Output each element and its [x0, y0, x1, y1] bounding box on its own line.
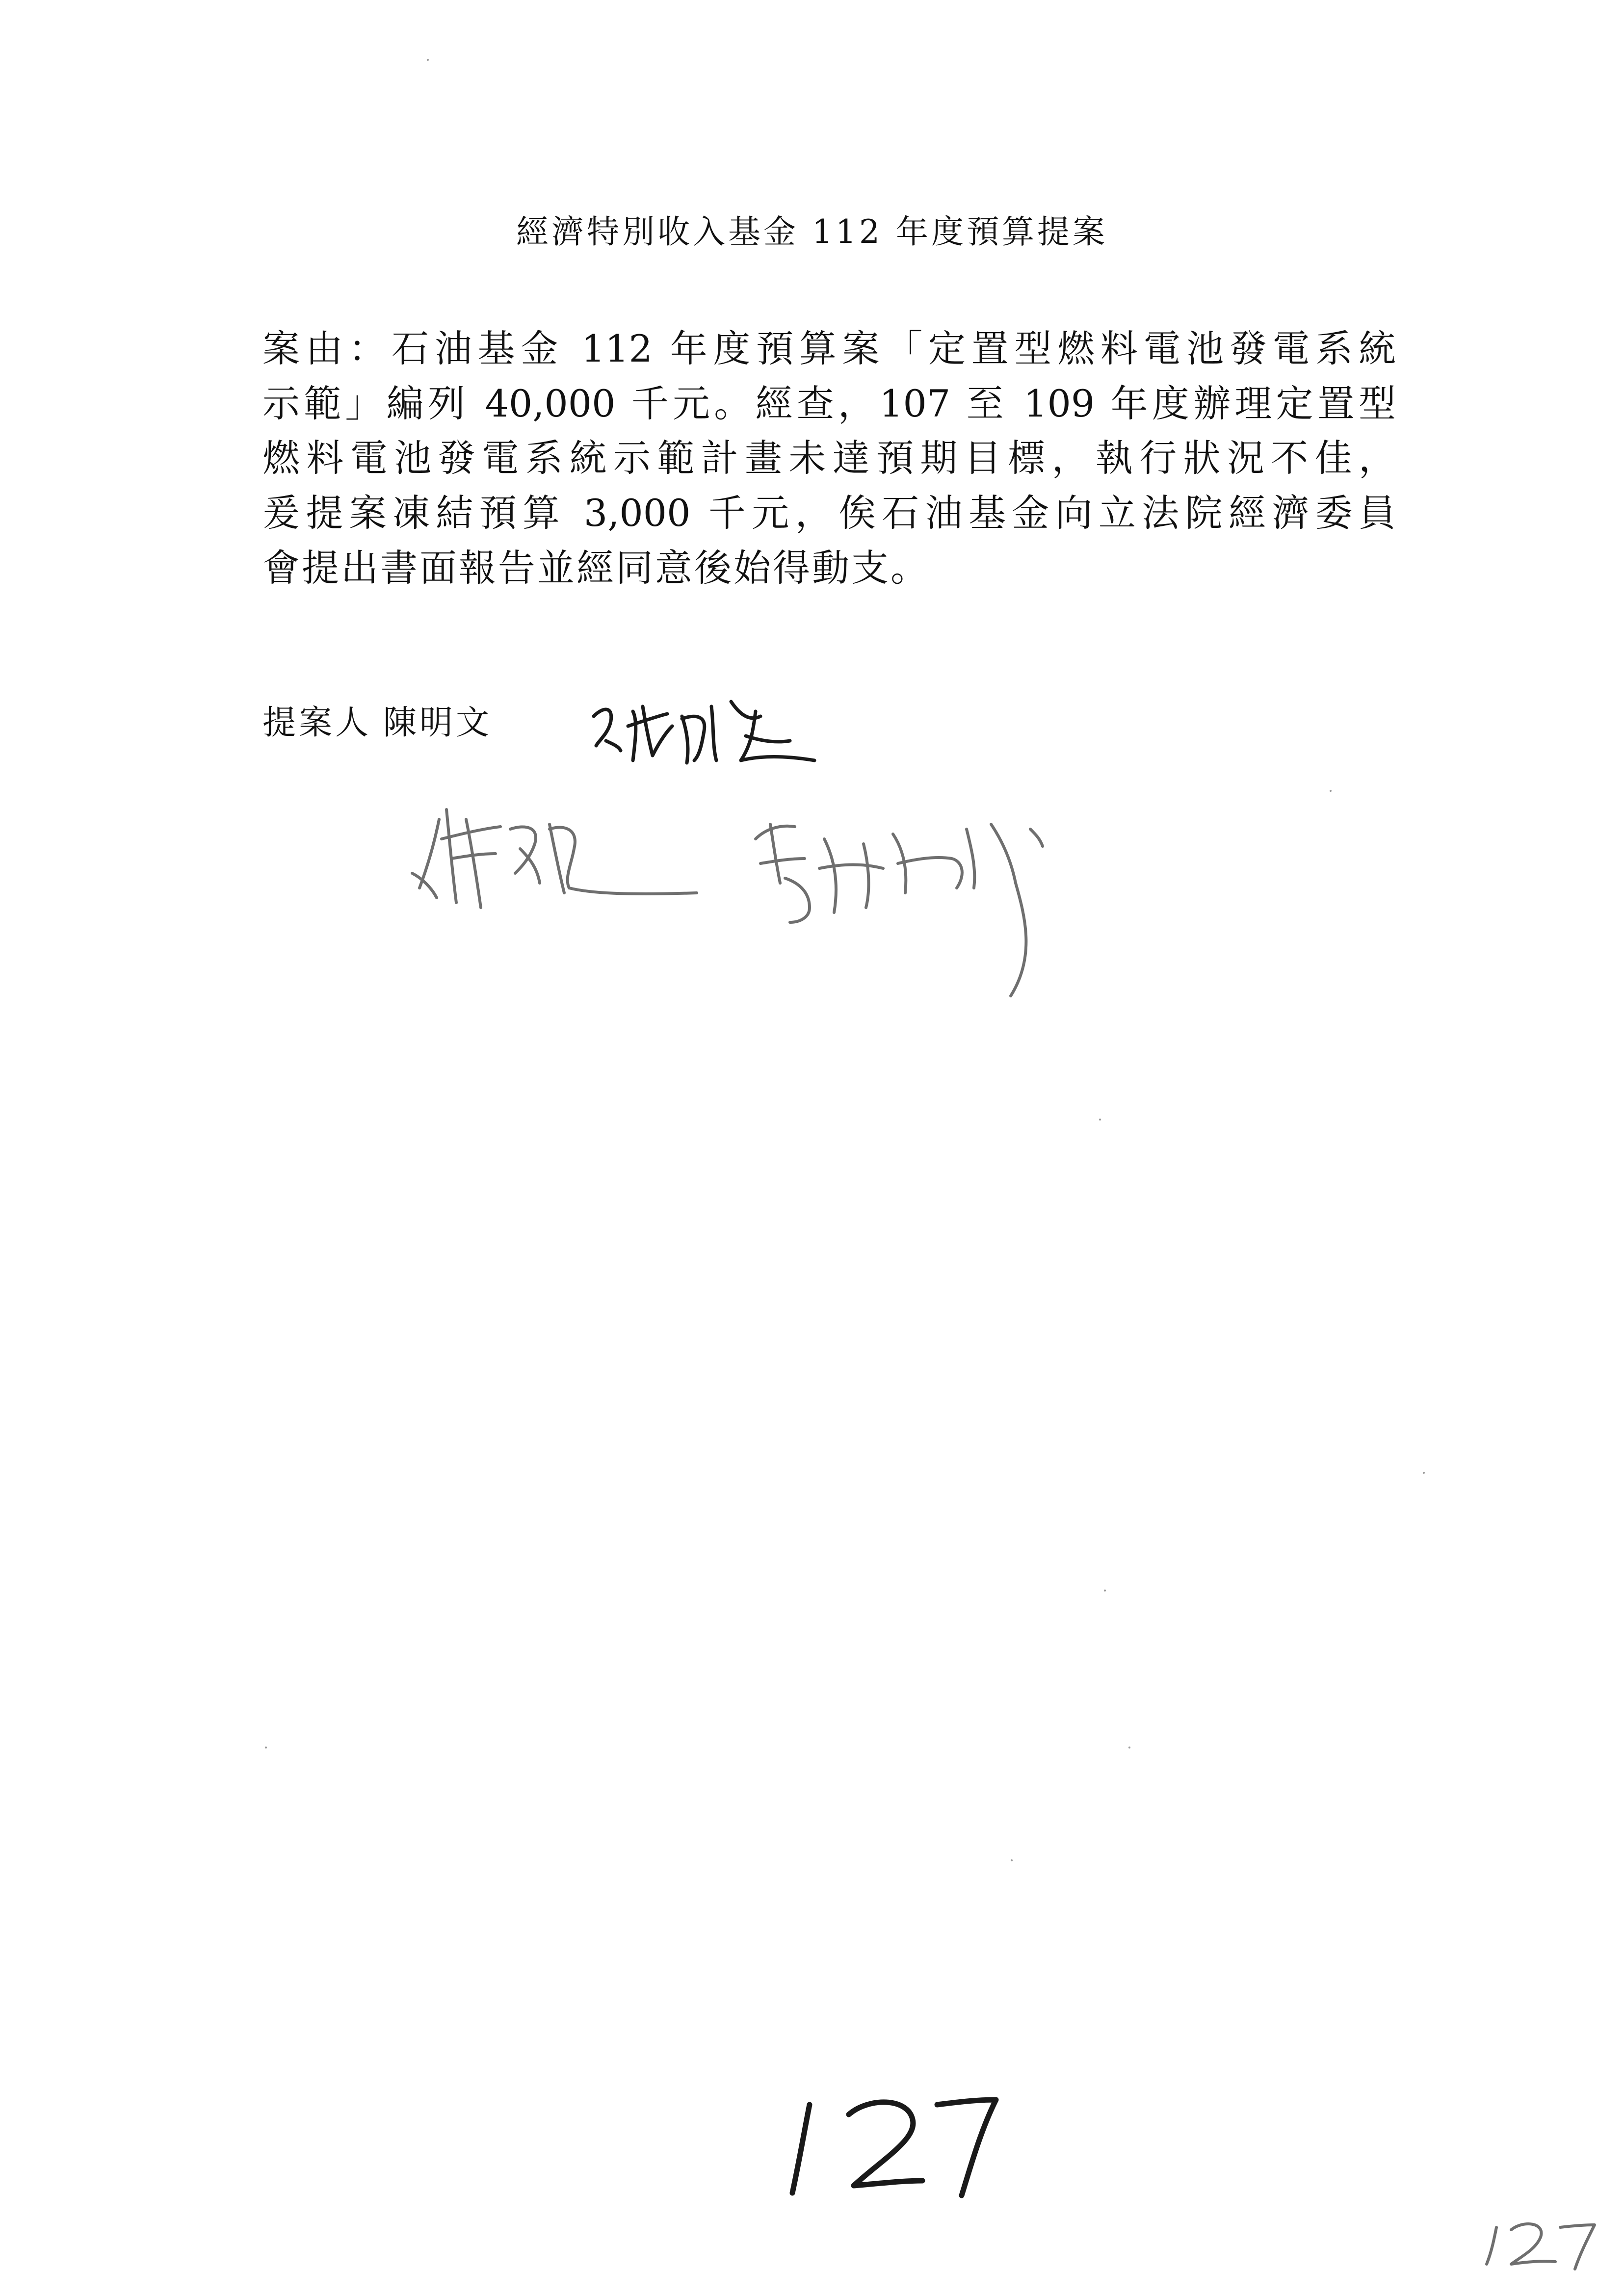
scan-speck: [265, 1747, 267, 1748]
scan-speck: [1104, 1590, 1106, 1592]
corner-page-number-glyphs: [1482, 2213, 1599, 2271]
proposer-label: 提案人: [262, 704, 372, 742]
scan-speck: [1330, 790, 1332, 792]
scan-speck: [1099, 1119, 1101, 1121]
body-line: 爰提案凍結預算 3,000 千元，俟石油基金向立法院經濟委員: [262, 491, 1396, 535]
handwritten-page-number-glyphs: [780, 2085, 1011, 2198]
signature-co-proposer-1-strokes: [402, 790, 726, 927]
proposer-line: [262, 706, 492, 740]
proposal-body: [262, 321, 1396, 596]
scan-speck: [1128, 1747, 1130, 1748]
signature-co-proposer-1: [402, 790, 726, 927]
body-line: 示範」編列 40,000 千元。經查，107 至 109 年度辦理定置型: [262, 381, 1396, 425]
signature-co-proposer-2-strokes: [736, 809, 1070, 1016]
body-line: 會提出書面報告並經同意後始得動支。: [262, 546, 930, 590]
scan-speck: [427, 59, 429, 61]
signature-co-proposer-2: [736, 809, 1070, 1016]
signature-proposer-strokes: [584, 687, 839, 775]
document-title: 經濟特別收入基金 112 年度預算提案: [516, 213, 1108, 251]
corner-page-number: [1482, 2213, 1599, 2271]
body-line: 燃料電池發電系統示範計畫未達預期目標，執行狀況不佳，: [262, 436, 1396, 480]
scan-speck: [1423, 1472, 1425, 1474]
scan-speck: [1011, 1859, 1013, 1861]
body-line: 案由：石油基金 112 年度預算案「定置型燃料電池發電系統: [262, 327, 1396, 370]
proposer-name: 陳明文: [383, 704, 493, 742]
handwritten-page-number: [780, 2085, 1011, 2198]
signature-proposer: [584, 687, 839, 775]
